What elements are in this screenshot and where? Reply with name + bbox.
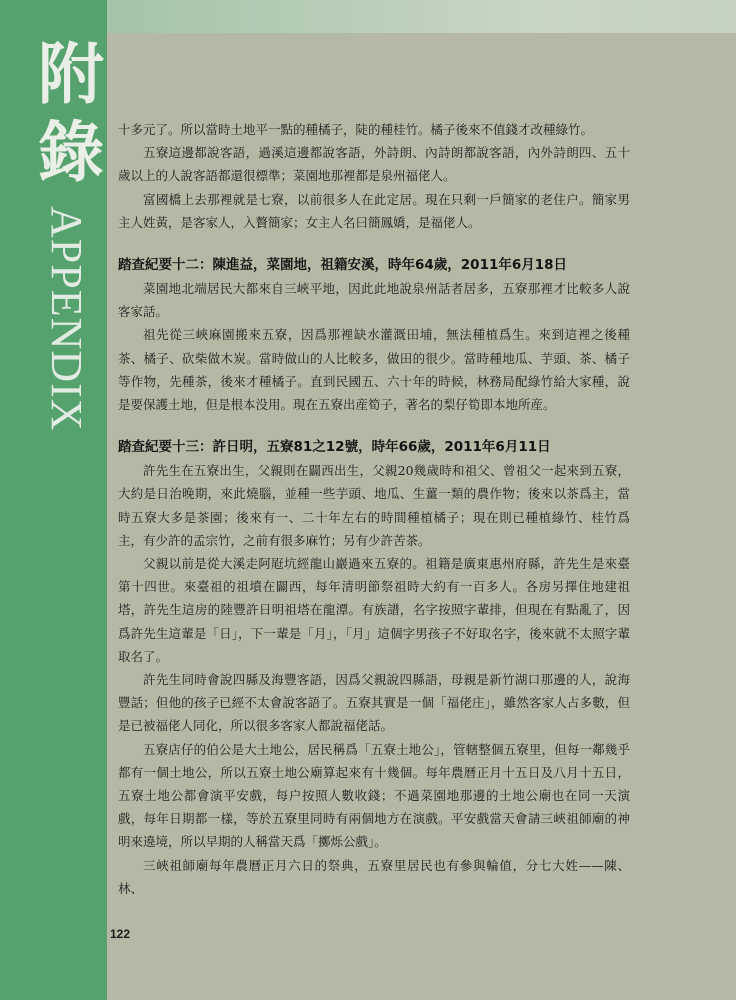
paragraph: 五寮店仔的伯公是大土地公，居民稱爲「五寮土地公」，管轄整個五寮里，但每一鄰幾乎都有一個土地公，所以五寮土地公廟算起來有十幾個。每年農曆正月十五日及八月十五日，五寮土地公都會演平安戲，每户按照人數收錢；不過菜園地那邊的土地公廟也在同一天演戲，每年日期都一樣，等於五寮里同時有兩個地方在演戲。平安戲當天會請三峽祖師廟的神明來遶境，所以早期的人稱當天爲「擲烁公戲」。: [118, 741, 630, 850]
page-number: 122: [110, 927, 131, 941]
paragraph: 五寮這邊都說客語，過溪這邊都說客語，外詩朗、內詩朗都說客語，內外詩朗四、五十歲以上的人說客語都還很標準；菜園地那裡都是泉州福佬人。: [118, 145, 630, 184]
appendix-title-latin: APPENDIX: [42, 206, 91, 432]
section-heading-13: 踏查紀要十三：許日明，五寮81之12號，時年66歲，2011年6月11日: [118, 439, 551, 456]
section-heading-12: 踏查紀要十二：陳進益，菜園地，祖籍安溪，時年64歲，2011年6月18日: [118, 257, 568, 274]
paragraph: 祖先從三峽麻園搬來五寮，因爲那裡缺水灌溉田埔，無法種植爲生。來到這裡之後種茶、橘子、砍柴做木炭。當時做山的人比較多，做田的很少。當時種地瓜、芋頭、茶、橘子等作物，先種茶，後來才種橘子。直到民國五、六十年的時候，林務局配綠竹給大家種，說是要保護土地，但是根本没用。現在五寮出産筍子，著名的梨仔筍即本地所産。: [118, 327, 630, 413]
paragraph: 父親以前是從大溪走阿屘坑經龍山巖過來五寮的。祖籍是廣東惠州府縣，許先生是來臺第十四世。來臺祖的祖墳在闢西，每年清明節祭祖時大約有一百多人。各房另擇住地建祖塔，許先生這房的陸豐許日明祖塔在龍潭。有族譜，名字按照字輩排，但現在有點亂了，因爲許先生這輩是「日」，下一輩是「月」，「月」這個字男孩子不好取名字，後來就不太照字輩取名了。: [118, 556, 630, 664]
paragraph: 十多元了。所以當時土地平一點的種橘子，陡的種桂竹。橘子後來不值錢才改種綠竹。: [118, 122, 594, 137]
appendix-title-cjk: [31, 36, 111, 192]
paragraph: 菜園地北端居民大都來自三峽平地，因此此地說泉州話者居多，五寮那裡才比較多人說客家話。: [118, 281, 630, 320]
appendix-char-1: 附: [38, 36, 104, 113]
top-color-band: [107, 0, 736, 33]
paragraph: 許先生在五寮出生，父親則在闢西出生，父親20幾歲時和祖父、曾祖父一起來到五寮，大約是日治晚期，來此燒腦，並種一些芋頭、地瓜、生薑一類的農作物；後來以茶爲主，當時五寮大多是茶園；後來有一、二十年左右的時間種植橘子；現在則已種植綠竹、桂竹爲主，有少許的孟宗竹，之前有很多麻竹；另有少許苦茶。: [118, 463, 630, 548]
appendix-char-2: 錄: [38, 114, 104, 191]
paragraph: 富國橋上去那裡就是七寮，以前很多人在此定居。現在只剩一戶簡家的老住户。簡家男主人姓黃，是客家人，入贅簡家；女主人名曰簡鳳嬌，是福佬人。: [118, 191, 630, 230]
paragraph: 許先生同時會說四縣及海豐客語，因爲父親說四縣語，母親是新竹湖口那邊的人，說海豐話；但他的孩子已經不太會說客語了。五寮其實是一個「福佬庄」，雖然客家人占多數，但是已被福佬人同化，所以很多客家人都說福佬話。: [118, 672, 630, 734]
paragraph: 三峽祖師廟每年農曆正月六日的祭典，五寮里居民也有參與輪值，分七大姓——陳、林、: [118, 857, 630, 896]
body-text: [118, 118, 630, 900]
